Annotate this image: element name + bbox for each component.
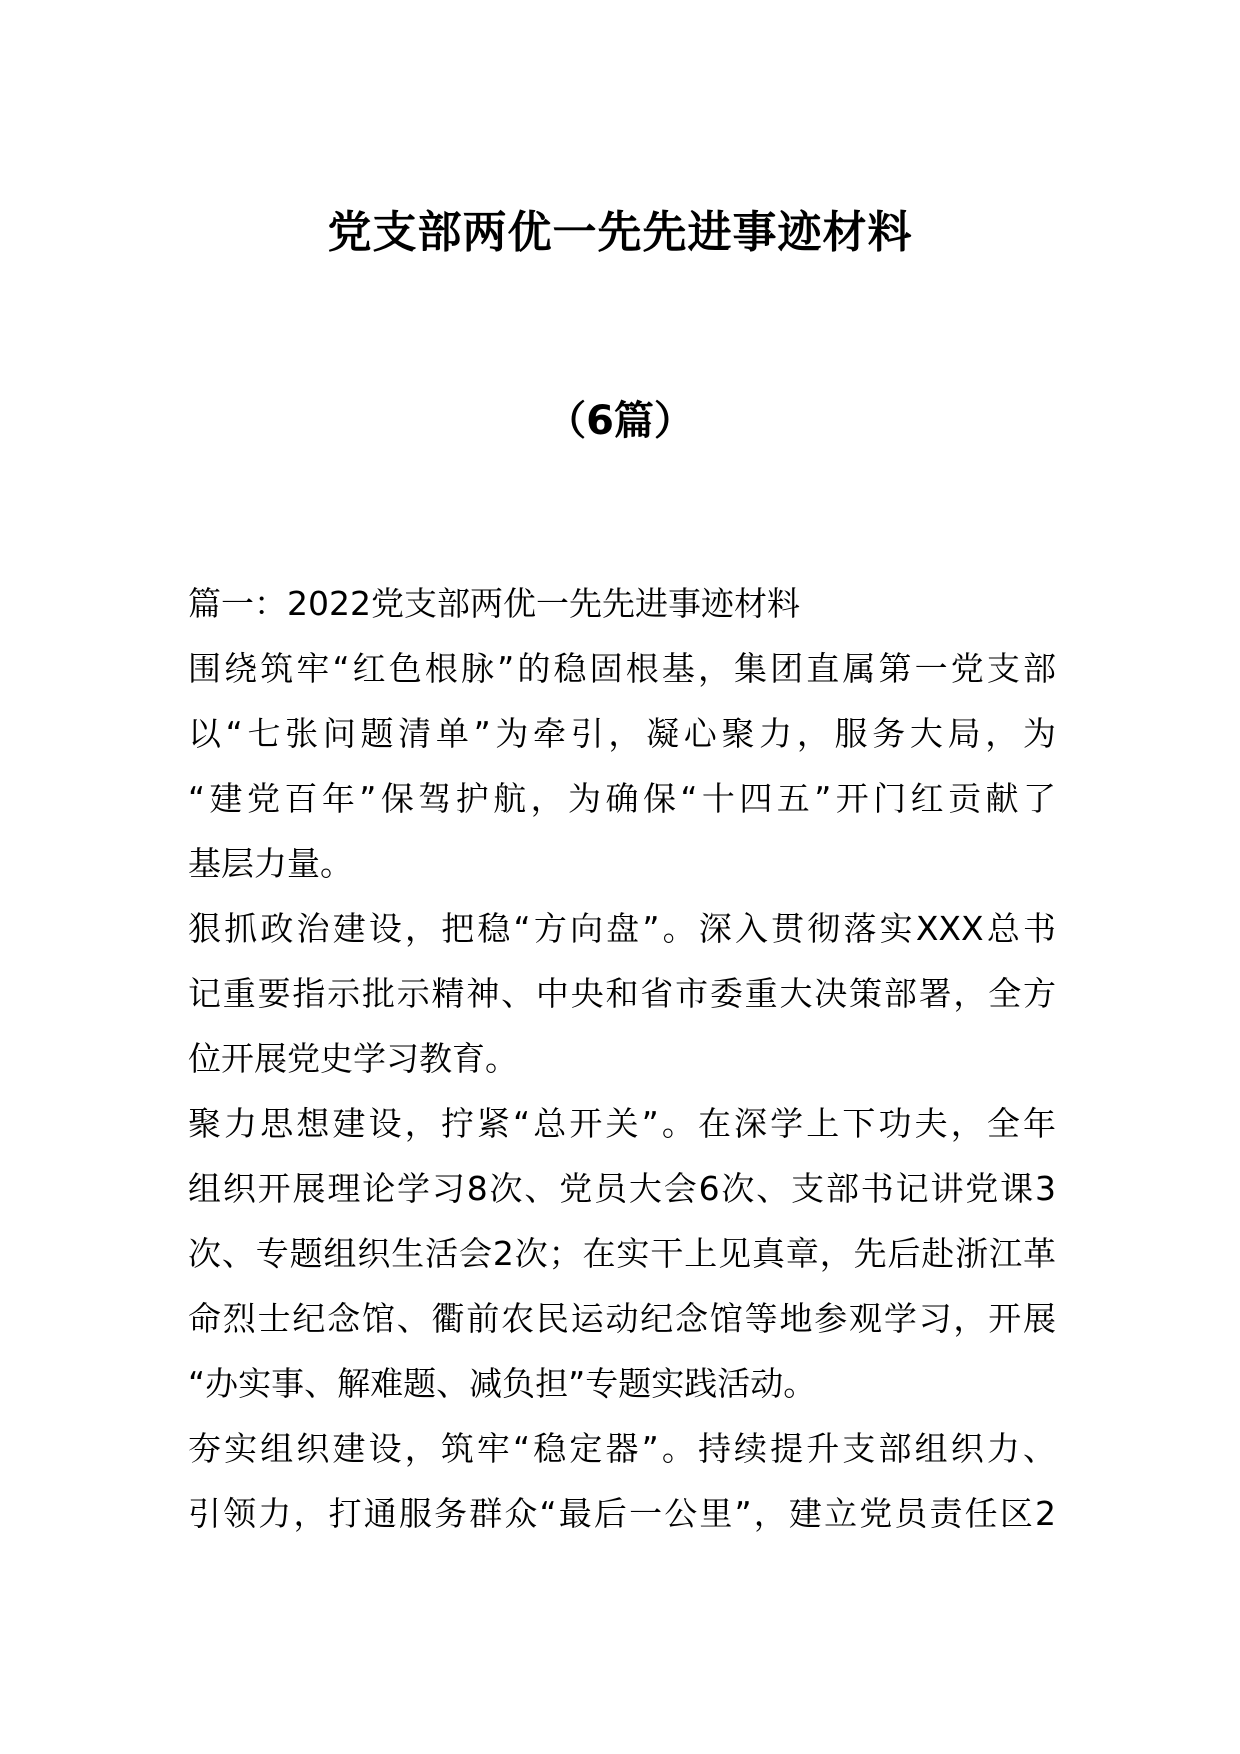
body-line: 引领力，打通服务群众“最后一公里”，建立党员责任区2: [188, 1494, 1056, 1533]
document-subtitle: （6篇）: [546, 398, 694, 444]
document-body: [188, 571, 1056, 1546]
body-line: 狠抓政治建设，把稳“方向盘”。深入贯彻落实XXX总书: [188, 909, 1056, 948]
body-line: 记重要指示批示精神、中央和省市委重大决策部署，全方: [188, 974, 1056, 1013]
body-line: 位开展党史学习教育。: [188, 1039, 518, 1078]
body-line: 聚力思想建设，拧紧“总开关”。在深学上下功夫，全年: [188, 1104, 1056, 1143]
body-line: 围绕筑牢“红色根脉”的稳固根基，集团直属第一党支部: [188, 649, 1056, 688]
body-line: 次、专题组织生活会2次；在实干上见真章，先后赴浙江革: [188, 1234, 1056, 1273]
document-title: 党支部两优一先先进事迹材料: [327, 207, 913, 258]
body-line: 命烈士纪念馆、衢前农民运动纪念馆等地参观学习，开展: [188, 1299, 1056, 1338]
body-line: 基层力量。: [188, 844, 353, 883]
body-line: “建党百年”保驾护航，为确保“十四五”开门红贡献了: [188, 779, 1056, 818]
body-line: 夯实组织建设，筑牢“稳定器”。持续提升支部组织力、: [188, 1429, 1056, 1468]
body-line: 以“七张问题清单”为牵引，凝心聚力，服务大局，为: [188, 714, 1056, 753]
body-line: 组织开展理论学习8次、党员大会6次、支部书记讲党课3: [188, 1169, 1056, 1208]
body-line: “办实事、解难题、减负担”专题实践活动。: [188, 1364, 817, 1403]
body-line: 篇一：2022党支部两优一先先进事迹材料: [188, 584, 800, 623]
